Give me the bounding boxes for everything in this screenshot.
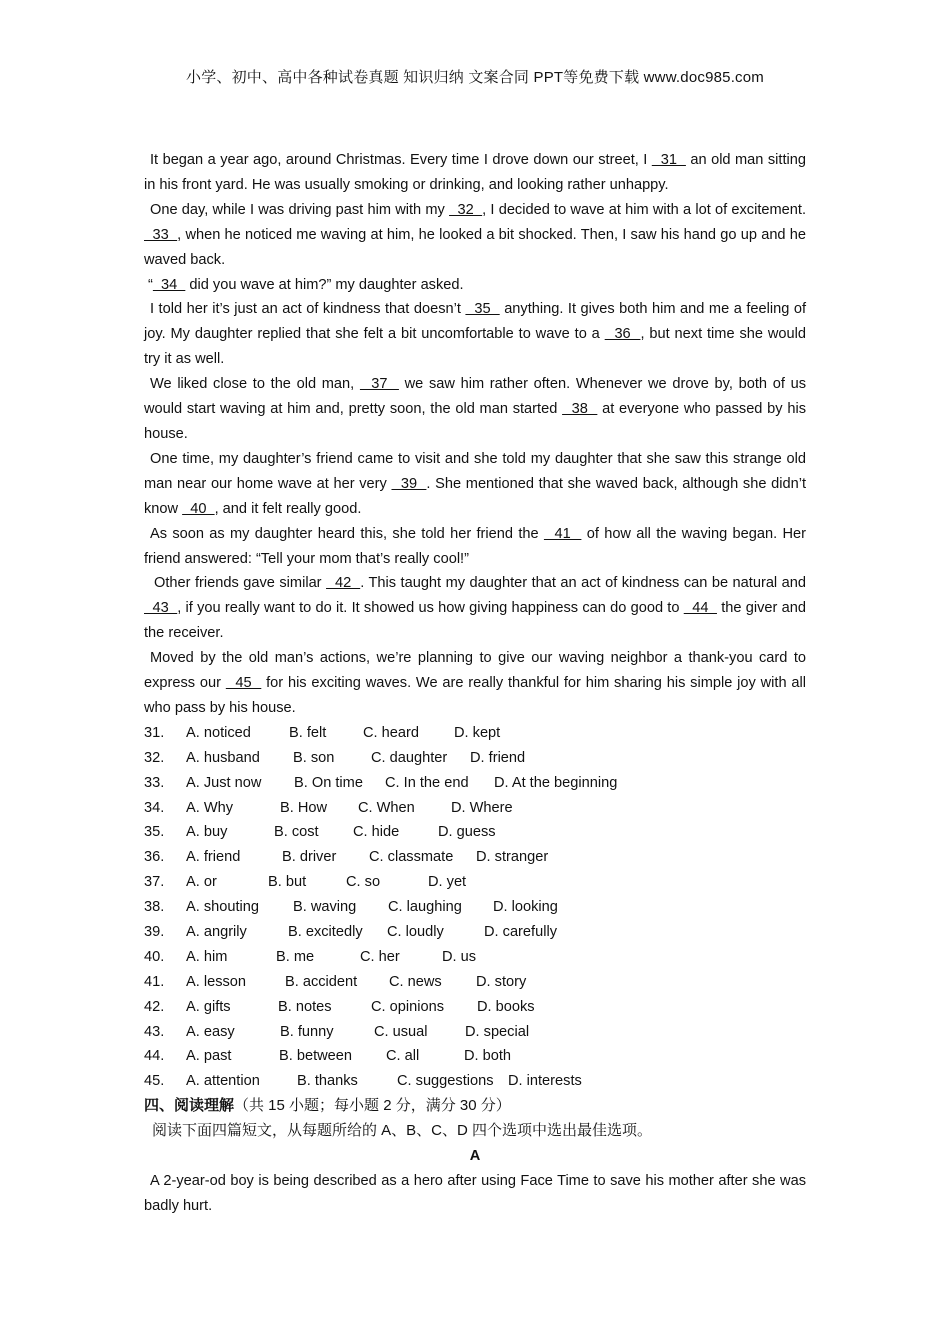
blank-45: 45 bbox=[225, 675, 262, 692]
section-instruction: 阅读下面四篇短文，从每题所给的 A、B、C、D 四个选项中选出最佳选项。 bbox=[152, 1122, 653, 1140]
blank-34: 34 bbox=[152, 276, 186, 293]
passage-paragraph-5: We liked close to the old man, 37 we saw him rather often. Whenever we drove by, both of us would start waving at him and, pretty soon, the old man started 38 at everyone who passed by his house. bbox=[144, 376, 807, 442]
blank-43: 43 bbox=[144, 600, 178, 617]
option-row-44: 44. A. past B. between C. all D. both bbox=[144, 1048, 512, 1065]
passage-paragraph-7: As soon as my daughter heard this, she told her friend the 41 of how all the waving began. Her friend answered: “Tell your mom that’s really cool!” bbox=[144, 525, 806, 567]
passage-paragraph-3: “ 34 did you wave at him?” my daughter asked. bbox=[148, 276, 464, 293]
option-row-32: 32. A. husband B. son C. daughter D. friend bbox=[144, 749, 526, 766]
option-row-34: 34. A. Why B. How C. When D. Where bbox=[144, 799, 513, 816]
options-list bbox=[144, 721, 806, 1094]
option-row-33: 33. A. Just now B. On time C. In the end D. At the beginning bbox=[144, 774, 618, 791]
option-row-36: 36. A. friend B. driver C. classmate D. stranger bbox=[144, 849, 549, 866]
page-header: 小学、初中、高中各种试卷真题 知识归纳 文案合同 PPT等免费下载 www.doc985.com bbox=[186, 69, 764, 86]
blank-33: 33 bbox=[144, 226, 178, 243]
blank-41: 41 bbox=[543, 525, 582, 542]
passage-paragraph-9: Moved by the old man’s actions, we’re planning to give our waving neighbor a thank-you card to express our 45 for his exciting waves. We are really thankful for him sharing his simple joy with all who pass by his house. bbox=[144, 650, 806, 716]
passage-a-text: A 2-year-od boy is being described as a hero after using Face Time to save his mother after she was badly hurt. bbox=[144, 1172, 806, 1214]
option-row-31: 31. A. noticed B. felt C. heard D. kept bbox=[144, 724, 501, 741]
section-title: 四、阅读理解（共 15 小题；每小题 2 分，满分 30 分） bbox=[144, 1097, 511, 1115]
option-row-45: 45. A. attention B. thanks C. suggestions D. interests bbox=[144, 1073, 582, 1090]
passage-paragraph-8: Other friends gave similar 42 . This taught my daughter that an act of kindness can be natural and 43 , if you really want to do it. It showed us how giving happiness can do good to 44 the giver and the receiver. bbox=[144, 575, 807, 642]
option-row-39: 39. A. angrily B. excitedly C. loudly D. carefully bbox=[144, 923, 557, 940]
blank-31: 31 bbox=[651, 152, 686, 168]
blank-39: 39 bbox=[391, 475, 427, 492]
blank-38: 38 bbox=[562, 401, 598, 418]
blank-44: 44 bbox=[683, 600, 717, 617]
exam-content bbox=[144, 148, 806, 1219]
blank-35: 35 bbox=[465, 301, 500, 318]
blank-40: 40 bbox=[182, 500, 215, 517]
blank-32: 32 bbox=[449, 201, 483, 218]
blank-36: 36 bbox=[604, 326, 641, 343]
option-row-37: 37. A. or B. but C. so D. yet bbox=[144, 874, 467, 891]
option-row-35: 35. A. buy B. cost C. hide D. guess bbox=[144, 824, 496, 841]
passage-a-label: A bbox=[469, 1148, 481, 1165]
blank-37: 37 bbox=[359, 376, 399, 393]
option-row-40: 40. A. him B. me C. her D. us bbox=[144, 948, 477, 965]
blank-42: 42 bbox=[326, 575, 361, 592]
option-row-41: 41. A. lesson B. accident C. news D. story bbox=[144, 973, 527, 990]
passage-paragraph-4: I told her it’s just an act of kindness that doesn’t 35 anything. It gives both him and me a feeling of joy. My daughter replied that she felt a bit uncomfortable to wave to a 36 , but next time she would try it as well. bbox=[144, 301, 806, 368]
passage-paragraph-1: It began a year ago, around Christmas. Every time I drove down our street, I 31 an old man sitting in his front yard. He was usually smoking or drinking, and looking rather unhappy. bbox=[144, 152, 806, 193]
passage-paragraph-2: One day, while I was driving past him with my 32 , I decided to wave at him with a lot of excitement. 33 , when he noticed me waving at him, he looked a bit shocked. Then, I saw his hand go up and he waved back. bbox=[144, 201, 807, 268]
option-row-43: 43. A. easy B. funny C. usual D. special bbox=[144, 1023, 530, 1040]
option-row-38: 38. A. shouting B. waving C. laughing D. looking bbox=[144, 899, 558, 916]
passage-paragraph-6: One time, my daughter’s friend came to visit and she told my daughter that she saw this strange old man near our home wave at her very 39 . She mentioned that she waved back, although she didn’t know 40 , and it felt really good. bbox=[144, 450, 807, 517]
option-row-42: 42. A. gifts B. notes C. opinions D. books bbox=[144, 998, 535, 1015]
